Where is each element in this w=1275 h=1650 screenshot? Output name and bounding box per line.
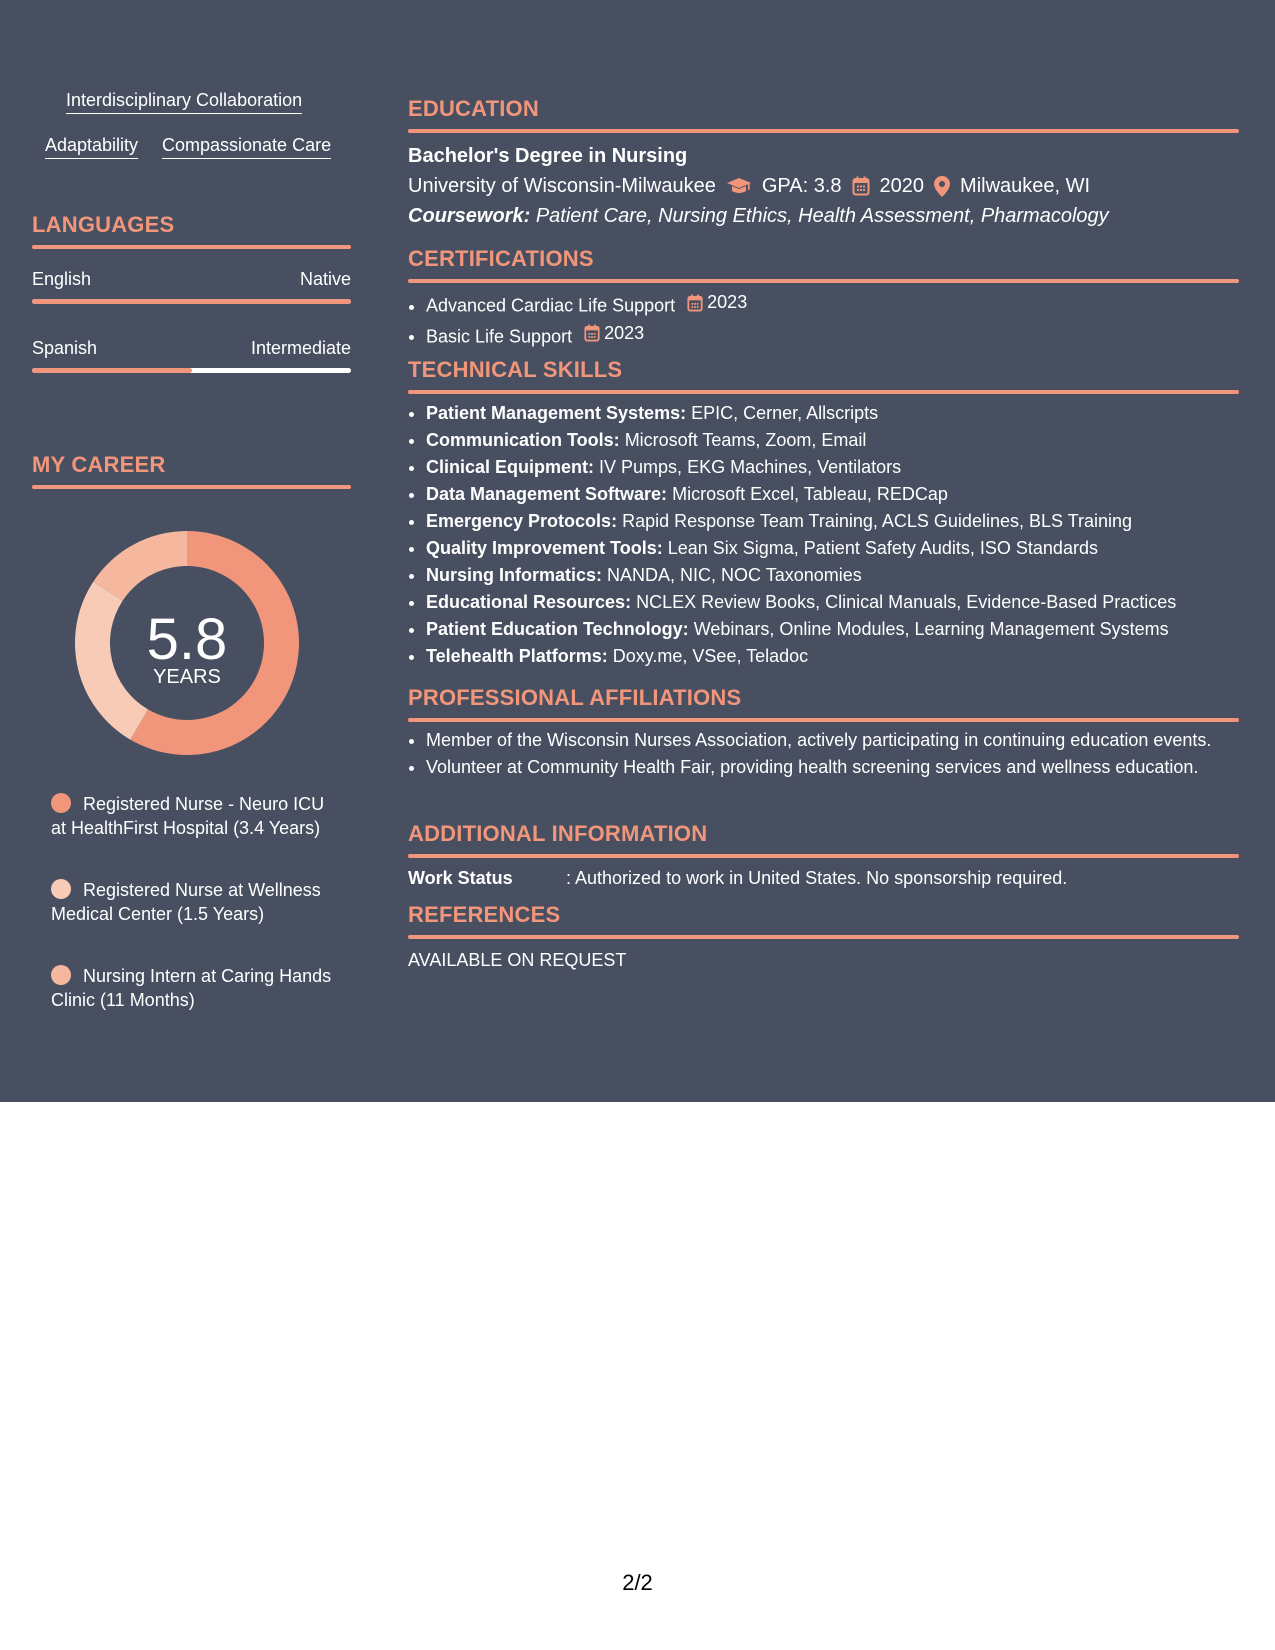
career-total-value: 5.8 [146,607,228,672]
legend-dot [51,879,71,899]
language-bar-fill [32,368,192,373]
skill-tag: Compassionate Care [162,134,331,159]
languages-section [32,212,351,249]
language-bar [32,368,351,373]
section-divider [408,390,1239,394]
language-name: English [32,269,92,289]
list-item [426,454,1239,481]
list-item [426,643,1239,670]
donut-segment [75,582,148,740]
section-divider [408,854,1239,858]
work-status-row [408,866,1239,890]
career-donut-chart [67,523,307,763]
graduation-cap-icon [726,177,752,195]
education-section [408,96,1239,229]
gpa: GPA: 3.8 [761,175,842,197]
list-item [426,289,1239,320]
skill-category: Clinical Equipment: [426,457,595,477]
skill-values: Webinars, Online Modules, Learning Management Systems [693,619,1169,639]
certification-name: Basic Life Support [426,326,573,346]
section-title: ADDITIONAL INFORMATION [408,821,708,846]
section-divider [408,129,1239,133]
list-item: • Volunteer at Community Health Fair, providing health screening services and wellness education. [426,755,1239,779]
skill-category: Emergency Protocols: [426,511,618,531]
career-item-label: Nursing Intern at Caring Hands Clinic (11 Months) [51,966,332,1010]
references-section [408,902,1239,972]
education-details [408,173,1239,199]
list-item [426,427,1239,454]
legend-dot [51,965,71,985]
skill-category: Telehealth Platforms: [426,646,608,666]
skill-values: Lean Six Sigma, Patient Safety Audits, ISO Standards [667,538,1098,558]
skill-values: Rapid Response Team Training, ACLS Guidelines, BLS Training [622,511,1133,531]
language-bar [32,299,351,304]
skill-values: IV Pumps, EKG Machines, Ventilators [599,457,902,477]
legend-dot [51,793,71,813]
skill-category: Patient Education Technology: [426,619,689,639]
section-divider [408,718,1239,722]
donut-segment [93,531,187,601]
skill-values: Doxy.me, VSee, Teladoc [612,646,809,666]
additional-info-section [408,821,1239,890]
career-total-unit: YEARS [153,666,221,688]
calendar-icon [584,324,600,342]
education-location: Milwaukee, WI [960,175,1091,197]
coursework-list: Patient Care, Nursing Ethics, Health Assessment, Pharmacology [535,205,1109,227]
list-item [426,508,1239,535]
affiliations-list [408,728,1239,779]
certification-year: 2023 [604,322,645,343]
skill-values: Microsoft Excel, Tableau, REDCap [672,484,948,504]
degree-title: Bachelor's Degree in Nursing [408,145,688,167]
section-title: EDUCATION [408,96,539,121]
skill-category: Educational Resources: [426,592,632,612]
skill-values: EPIC, Cerner, Allscripts [691,403,879,423]
work-status-label: Work Status [408,868,513,888]
certification-year: 2023 [707,292,748,312]
list-item [426,400,1239,427]
career-item [51,878,341,926]
coursework-label: Coursework: [408,205,531,227]
skill-category: Quality Improvement Tools: [426,538,663,558]
skill-category: Data Management Software: [426,484,668,504]
list-item [426,481,1239,508]
work-status-value: : Authorized to work in United States. No sponsorship required. [566,868,1068,888]
language-level: Native [299,269,351,289]
certifications-list [408,289,1239,350]
section-divider [408,279,1239,283]
list-item [426,535,1239,562]
section-divider [32,485,351,489]
career-item [51,964,341,1012]
school-name: University of Wisconsin-Milwaukee [408,175,716,197]
affiliations-section [408,685,1239,779]
section-divider [408,935,1239,939]
calendar-icon [852,176,870,196]
career-item-label: Registered Nurse - Neuro ICU at HealthFirst Hospital (3.4 Years) [51,794,325,838]
page-number: 2/2 [622,1570,653,1595]
skill-values: NANDA, NIC, NOC Taxonomies [607,565,862,585]
references-text: AVAILABLE ON REQUEST [408,950,627,970]
technical-skills-section [408,357,1239,670]
skill-tag: Adaptability [45,134,138,159]
language-bar-fill [32,299,351,304]
list-item [426,589,1239,616]
list-item [426,562,1239,589]
career-item [51,792,341,840]
list-item [426,616,1239,643]
section-title: TECHNICAL SKILLS [408,357,623,382]
language-level: Intermediate [250,338,351,358]
section-title: CERTIFICATIONS [408,246,594,271]
language-name: Spanish [32,338,98,358]
section-title: LANGUAGES [32,212,175,237]
skill-tag: Interdisciplinary Collaboration [66,89,302,114]
list-item: • Member of the Wisconsin Nurses Association, actively participating in continuing education events. [426,728,1239,752]
skill-category: Nursing Informatics: [426,565,603,585]
skill-category: Communication Tools: [426,430,620,450]
certification-date [584,320,644,347]
list-item [426,320,1239,351]
section-divider [32,245,351,249]
skill-values: Microsoft Teams, Zoom, Email [624,430,867,450]
certifications-section [408,246,1239,350]
certification-name: Advanced Cardiac Life Support [426,295,676,316]
career-item-label: Registered Nurse at Wellness Medical Center (1.5 Years) [51,880,321,924]
section-title: REFERENCES [408,902,561,927]
skill-category: Patient Management Systems: [426,403,687,423]
map-pin-icon [934,176,950,197]
section-title: MY CAREER [32,452,166,477]
graduation-year: 2020 [879,175,925,197]
skill-values: NCLEX Review Books, Clinical Manuals, Evidence-Based Practices [636,592,1177,612]
career-section [32,452,351,489]
technical-skills-list [408,400,1239,670]
certification-date [687,289,747,316]
coursework [408,203,1239,229]
calendar-icon [687,294,703,312]
section-title: PROFESSIONAL AFFILIATIONS [408,685,742,710]
